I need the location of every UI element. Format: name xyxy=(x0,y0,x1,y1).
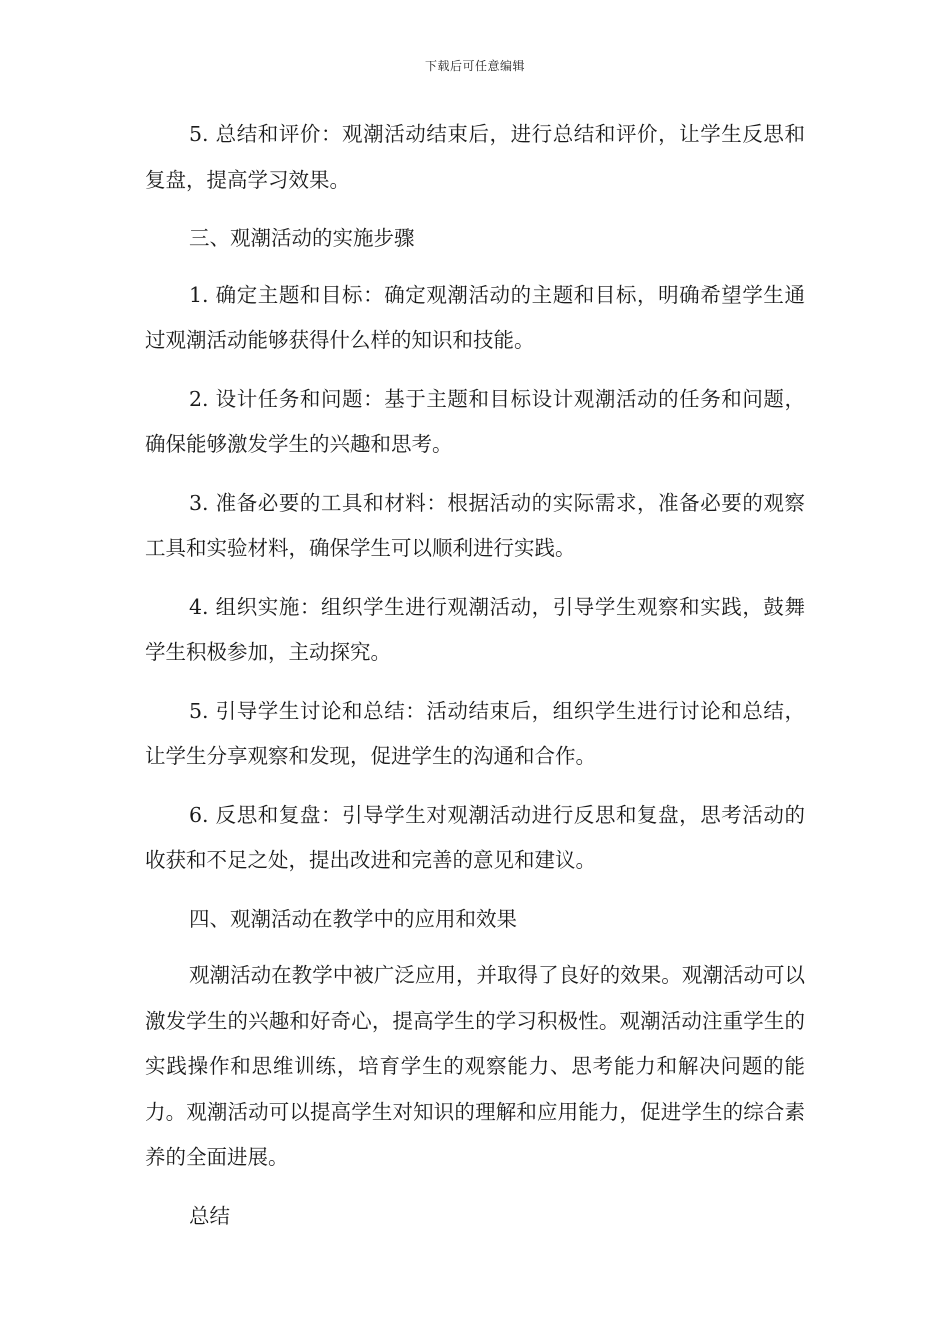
section-heading-conclusion: 总结 xyxy=(189,1203,230,1228)
paragraph-step-2: 2. 设计任务和问题：基于主题和目标设计观潮活动的任务和问题，确保能够激发学生的兴趣和思考。 xyxy=(145,386,805,456)
paragraph-step-4: 4. 组织实施：组织学生进行观潮活动，引导学生观察和实践，鼓舞学生积极参加，主动探究。 xyxy=(145,594,805,664)
paragraph-application-effects: 观潮活动在教学中被广泛应用，并取得了良好的效果。观潮活动可以激发学生的兴趣和好奇心，提高学生的学习积极性。观潮活动注重学生的实践操作和思维训练，培育学生的观察能力、思考能力和解决问题的能力。观潮活动可以提高学生对知识的理解和应用能力，促进学生的综合素养的全面进展。 xyxy=(145,963,805,1169)
paragraph-step-3: 3. 准备必要的工具和材料：根据活动的实际需求，准备必要的观察工具和实验材料，确保学生可以顺利进行实践。 xyxy=(145,490,805,560)
section-heading-implementation-steps: 三、观潮活动的实施步骤 xyxy=(189,226,415,250)
page-header: 下载后可任意编辑 xyxy=(424,59,525,73)
paragraph-step-6: 6. 反思和复盘：引导学生对观潮活动进行反思和复盘，思考活动的收获和不足之处，提出改进和完善的意见和建议。 xyxy=(145,802,805,872)
paragraph-step-1: 1. 确定主题和目标：确定观潮活动的主题和目标，明确希望学生通过观潮活动能够获得什么样的知识和技能。 xyxy=(145,282,805,352)
section-heading-application-effects: 四、观潮活动在教学中的应用和效果 xyxy=(189,906,517,931)
paragraph-summary-evaluation: 5. 总结和评价：观潮活动结束后，进行总结和评价，让学生反思和复盘，提高学习效果。 xyxy=(145,122,805,192)
paragraph-step-5: 5. 引导学生讨论和总结：活动结束后，组织学生进行讨论和总结，让学生分享观察和发现，促进学生的沟通和合作。 xyxy=(145,698,805,768)
document-body xyxy=(145,112,805,1252)
